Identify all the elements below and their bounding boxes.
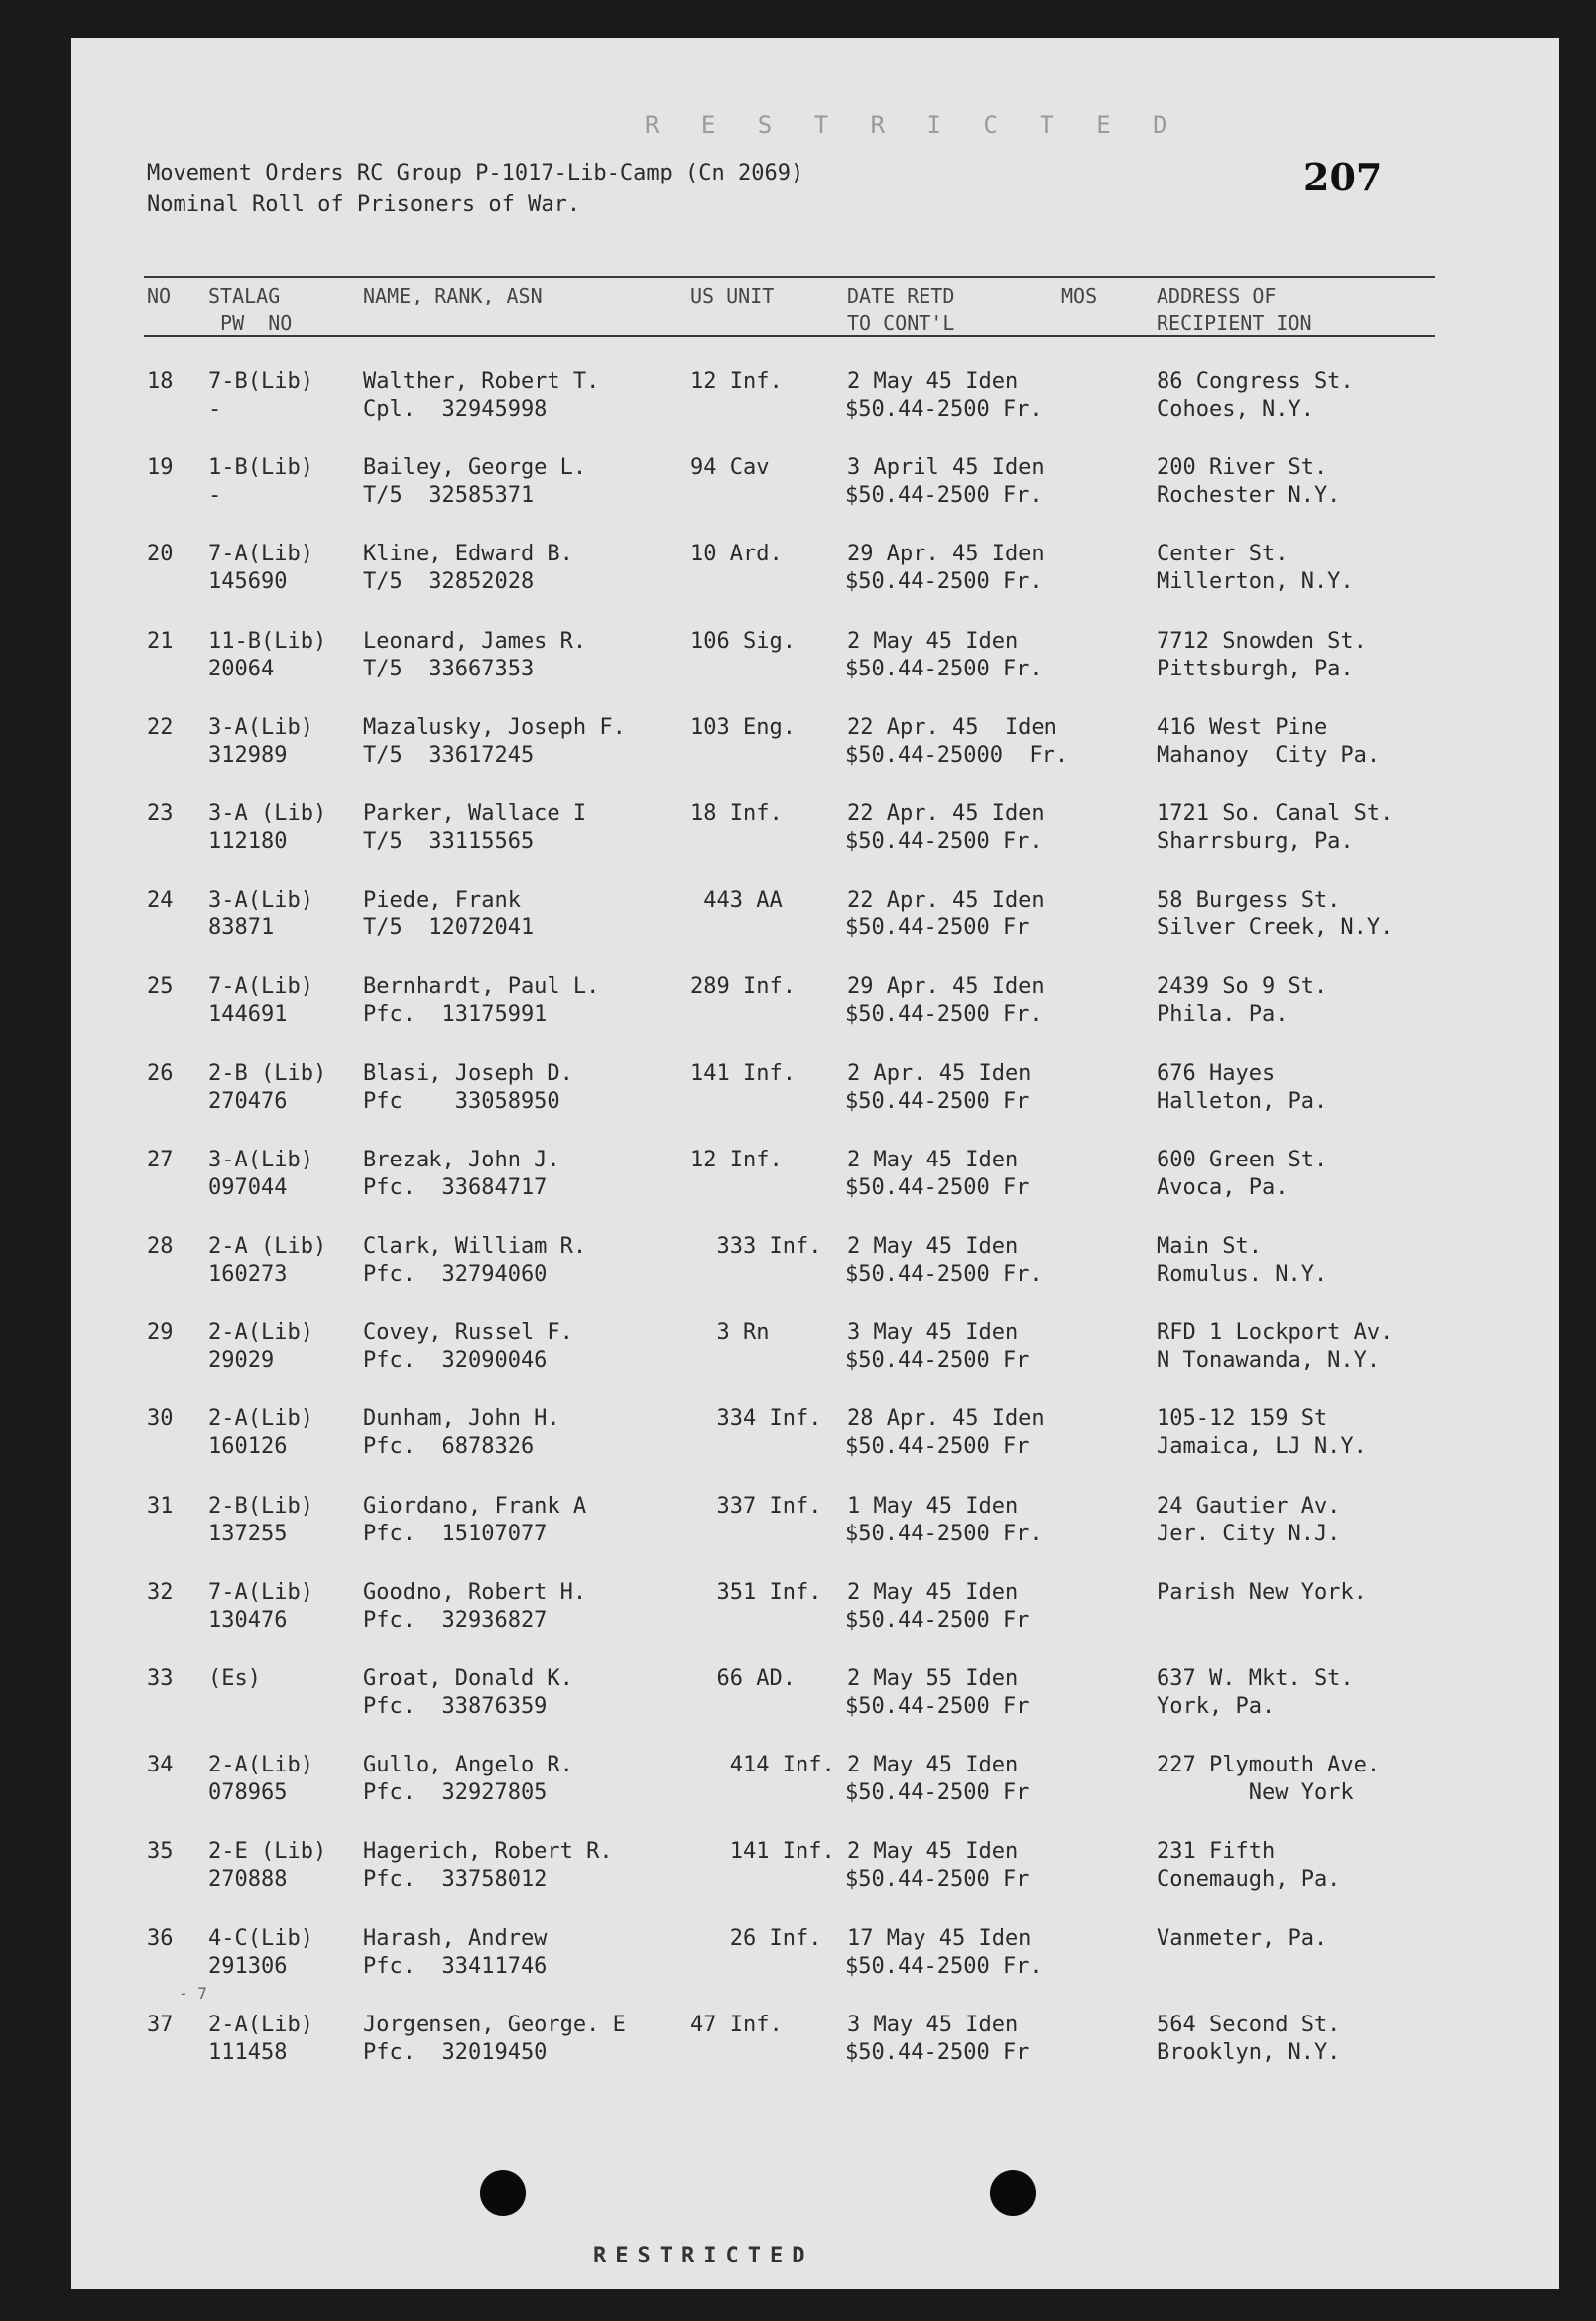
cell-pw-number: - [208,483,222,509]
cell-address-line2: Romulus. N.Y. [1157,1262,1328,1286]
cell-us-unit: 337 Inf. [690,1493,822,1519]
cell-name: Mazalusky, Joseph F. [363,714,626,740]
cell-row-number: 37 [147,2012,174,2037]
cell-address-line2: New York [1157,1780,1354,1806]
cell-amount: $50.44-2500 Fr [845,2039,1030,2065]
cell-name: Piede, Frank [363,888,521,914]
cell-amount: $50.44-2500 Fr. [845,569,1043,595]
table-row [0,1751,1596,1837]
column-header-date: DATE RETD TO CONT'L [847,284,955,335]
restricted-stamp-faded: R E S T R I C T E D [645,111,1181,139]
cell-pw-number: 078965 [208,1780,288,1806]
cell-amount: $50.44-2500 Fr. [845,397,1043,422]
table-row [0,1146,1596,1232]
cell-amount: $50.44-2500 Fr. [845,829,1043,854]
cell-stalag: (Es) [208,1666,261,1691]
cell-date-returned: 22 Apr. 45 Iden [847,888,1044,914]
cell-date-returned: 2 Apr. 45 Iden [847,1060,1032,1086]
cell-pw-number: 137255 [208,1521,288,1546]
cell-us-unit: 3 Rn [690,1320,770,1346]
cell-date-returned: 22 Apr. 45 Iden [847,801,1044,826]
cell-us-unit: 18 Inf. [690,801,783,826]
cell-date-returned: 2 May 55 Iden [847,1666,1019,1691]
cell-row-number: 29 [147,1320,174,1346]
cell-address-line1: 231 Fifth [1157,1839,1276,1865]
cell-rank-asn: Pfc. 33876359 [363,1694,548,1719]
cell-us-unit: 26 Inf. [690,1925,822,1951]
cell-stalag: 3-A (Lib) [208,801,327,826]
table-row [0,1059,1596,1146]
cell-us-unit: 289 Inf. [690,974,796,1000]
cell-rank-asn: Pfc. 13175991 [363,1002,548,1028]
cell-stalag: 2-A(Lib) [208,1320,313,1346]
cell-pw-number: 270476 [208,1088,288,1114]
cell-name: Harash, Andrew [363,1925,548,1951]
cell-address-line1: RFD 1 Lockport Av. [1157,1320,1394,1346]
cell-address-line2: Jer. City N.J. [1157,1521,1341,1546]
cell-row-number: 35 [147,1839,174,1865]
cell-date-returned: 2 May 45 Iden [847,1839,1019,1865]
cell-address-line1: 564 Second St. [1157,2012,1341,2037]
table-row [0,1232,1596,1318]
cell-rank-asn: Pfc. 32090046 [363,1348,548,1374]
cell-stalag: 7-A(Lib) [208,974,313,1000]
cell-row-number: 25 [147,974,174,1000]
cell-rank-asn: T/5 33667353 [363,656,535,681]
cell-amount: $50.44-2500 Fr [845,1088,1030,1114]
cell-us-unit: 443 AA [690,888,783,914]
page-number: 207 [1303,155,1383,199]
cell-name: Dunham, John H. [363,1406,560,1432]
cell-pw-number: 29029 [208,1348,275,1374]
cell-rank-asn: T/5 12072041 [363,916,535,941]
cell-address-line1: 7712 Snowden St. [1157,628,1367,654]
cell-stalag: 2-A(Lib) [208,2012,313,2037]
cell-rank-asn: T/5 32852028 [363,569,535,595]
punch-hole-left [480,2170,526,2216]
cell-amount: $50.44-2500 Fr. [845,483,1043,509]
cell-rank-asn: Pfc. 33758012 [363,1867,548,1893]
cell-date-returned: 2 May 45 Iden [847,1579,1019,1605]
table-row [0,627,1596,713]
cell-amount: $50.44-2500 Fr [845,1607,1030,1633]
cell-name: Gullo, Angelo R. [363,1753,573,1778]
cell-date-returned: 2 May 45 Iden [847,1753,1019,1778]
cell-address-line1: 58 Burgess St. [1157,888,1341,914]
margin-mark: - 7 [179,1984,207,2003]
cell-address-line1: 227 Plymouth Ave. [1157,1753,1381,1778]
document-heading: Movement Orders RC Group P-1017-Lib-Camp (Cn 2069) [147,161,804,185]
cell-us-unit: 12 Inf. [690,369,783,394]
punch-hole-right [990,2170,1036,2216]
cell-date-returned: 22 Apr. 45 Iden [847,714,1057,740]
cell-date-returned: 28 Apr. 45 Iden [847,1406,1044,1432]
cell-row-number: 31 [147,1493,174,1519]
cell-stalag: 2-A(Lib) [208,1753,313,1778]
cell-us-unit: 351 Inf. [690,1579,822,1605]
cell-date-returned: 3 April 45 Iden [847,455,1044,481]
cell-us-unit: 333 Inf. [690,1234,822,1259]
cell-rank-asn: Cpl. 32945998 [363,397,548,422]
cell-name: Walther, Robert T. [363,369,600,394]
footer-restricted: RESTRICTED [593,2244,814,2268]
cell-address-line2: Avoca, Pa. [1157,1174,1289,1200]
cell-date-returned: 29 Apr. 45 Iden [847,974,1044,1000]
cell-us-unit: 141 Inf. [690,1839,835,1865]
column-header-mos: MOS [1061,284,1098,307]
cell-stalag: 7-A(Lib) [208,542,313,567]
cell-stalag: 2-A (Lib) [208,1234,327,1259]
cell-address-line1: 105-12 159 St [1157,1406,1328,1432]
cell-name: Bernhardt, Paul L. [363,974,600,1000]
cell-address-line2: Phila. Pa. [1157,1002,1289,1028]
cell-row-number: 32 [147,1579,174,1605]
cell-name: Goodno, Robert H. [363,1579,587,1605]
cell-address-line2: Pittsburgh, Pa. [1157,656,1354,681]
cell-pw-number: 130476 [208,1607,288,1633]
cell-address-line2: Conemaugh, Pa. [1157,1867,1341,1893]
column-header-stalag: STALAG PW NO [208,284,293,335]
table-row [0,799,1596,886]
cell-pw-number: 097044 [208,1174,288,1200]
cell-rank-asn: Pfc. 32794060 [363,1262,548,1286]
table-row [0,1924,1596,2011]
table-row [0,453,1596,540]
cell-address-line1: 200 River St. [1157,455,1328,481]
table-row [0,713,1596,799]
cell-amount: $50.44-25000 Fr. [845,742,1069,768]
cell-amount: $50.44-2500 Fr. [845,656,1043,681]
column-header-name: NAME, RANK, ASN [363,284,543,307]
cell-stalag: 7-B(Lib) [208,369,313,394]
cell-stalag: 3-A(Lib) [208,714,313,740]
cell-address-line1: 416 West Pine [1157,714,1328,740]
cell-pw-number: 160273 [208,1262,288,1286]
cell-us-unit: 106 Sig. [690,628,796,654]
table-row [0,972,1596,1058]
cell-address-line2: Millerton, N.Y. [1157,569,1354,595]
cell-rank-asn: T/5 33617245 [363,742,535,768]
cell-us-unit: 12 Inf. [690,1147,783,1172]
cell-row-number: 19 [147,455,174,481]
cell-pw-number: 270888 [208,1867,288,1893]
cell-address-line2: Cohoes, N.Y. [1157,397,1314,422]
table-row [0,1578,1596,1664]
cell-amount: $50.44-2500 Fr [845,1348,1030,1374]
cell-row-number: 30 [147,1406,174,1432]
cell-row-number: 21 [147,628,174,654]
cell-rank-asn: Pfc. 33684717 [363,1174,548,1200]
cell-row-number: 24 [147,888,174,914]
cell-address-line2: Halleton, Pa. [1157,1088,1328,1114]
cell-us-unit: 334 Inf. [690,1406,822,1432]
cell-row-number: 18 [147,369,174,394]
column-header-unit: US UNIT [690,284,775,307]
cell-stalag: 4-C(Lib) [208,1925,313,1951]
cell-row-number: 28 [147,1234,174,1259]
cell-amount: $50.44-2500 Fr. [845,1953,1043,1979]
cell-row-number: 27 [147,1147,174,1172]
cell-date-returned: 3 May 45 Iden [847,1320,1019,1346]
table-row [0,1492,1596,1578]
cell-date-returned: 2 May 45 Iden [847,1147,1019,1172]
cell-pw-number: 83871 [208,916,275,941]
table-row [0,1837,1596,1923]
cell-address-line1: Center St. [1157,542,1289,567]
cell-address-line1: 2439 So 9 St. [1157,974,1328,1000]
cell-address-line2: Mahanoy City Pa. [1157,742,1381,768]
cell-amount: $50.44-2500 Fr [845,1434,1030,1460]
cell-row-number: 23 [147,801,174,826]
cell-pw-number: - [208,397,222,422]
cell-amount: $50.44-2500 Fr. [845,1262,1043,1286]
cell-date-returned: 17 May 45 Iden [847,1925,1032,1951]
cell-address-line2: Brooklyn, N.Y. [1157,2039,1341,2065]
cell-pw-number: 291306 [208,1953,288,1979]
cell-name: Blasi, Joseph D. [363,1060,573,1086]
cell-row-number: 33 [147,1666,174,1691]
cell-rank-asn: Pfc. 6878326 [363,1434,535,1460]
cell-address-line2: Sharrsburg, Pa. [1157,829,1354,854]
cell-date-returned: 2 May 45 Iden [847,628,1019,654]
cell-pw-number: 145690 [208,569,288,595]
cell-name: Kline, Edward B. [363,542,573,567]
table-row [0,886,1596,972]
cell-rank-asn: Pfc. 33411746 [363,1953,548,1979]
cell-date-returned: 1 May 45 Iden [847,1493,1019,1519]
cell-row-number: 36 [147,1925,174,1951]
cell-address-line1: Vanmeter, Pa. [1157,1925,1328,1951]
cell-us-unit: 47 Inf. [690,2012,783,2037]
cell-row-number: 20 [147,542,174,567]
header-rule-top [144,276,1435,278]
cell-name: Parker, Wallace I [363,801,587,826]
document-subheading: Nominal Roll of Prisoners of War. [147,192,581,217]
cell-stalag: 1-B(Lib) [208,455,313,481]
cell-date-returned: 2 May 45 Iden [847,369,1019,394]
cell-amount: $50.44-2500 Fr [845,1694,1030,1719]
cell-row-number: 22 [147,714,174,740]
cell-date-returned: 29 Apr. 45 Iden [847,542,1044,567]
cell-address-line2: Silver Creek, N.Y. [1157,916,1394,941]
column-header-address: ADDRESS OF RECIPIENT ION [1157,284,1312,335]
cell-stalag: 11-B(Lib) [208,628,327,654]
cell-rank-asn: Pfc. 32927805 [363,1780,548,1806]
table-row [0,1318,1596,1405]
cell-name: Giordano, Frank A [363,1493,587,1519]
cell-amount: $50.44-2500 Fr. [845,1002,1043,1028]
cell-amount: $50.44-2500 Fr [845,916,1030,941]
cell-name: Groat, Donald K. [363,1666,573,1691]
cell-row-number: 34 [147,1753,174,1778]
cell-stalag: 3-A(Lib) [208,1147,313,1172]
cell-name: Leonard, James R. [363,628,587,654]
cell-address-line2: N Tonawanda, N.Y. [1157,1348,1381,1374]
cell-address-line1: 24 Gautier Av. [1157,1493,1341,1519]
cell-address-line2: Jamaica, LJ N.Y. [1157,1434,1367,1460]
cell-rank-asn: Pfc. 32019450 [363,2039,548,2065]
cell-us-unit: 66 AD. [690,1666,796,1691]
cell-us-unit: 10 Ard. [690,542,783,567]
cell-rank-asn: T/5 33115565 [363,829,535,854]
cell-stalag: 2-A(Lib) [208,1406,313,1432]
cell-address-line1: Parish New York. [1157,1579,1367,1605]
cell-address-line1: 1721 So. Canal St. [1157,801,1394,826]
cell-address-line1: 637 W. Mkt. St. [1157,1666,1354,1691]
cell-address-line2: York, Pa. [1157,1694,1276,1719]
cell-address-line2: Rochester N.Y. [1157,483,1341,509]
cell-pw-number: 111458 [208,2039,288,2065]
cell-pw-number: 20064 [208,656,275,681]
cell-row-number: 26 [147,1060,174,1086]
header-rule-bottom [144,335,1435,337]
cell-date-returned: 2 May 45 Iden [847,1234,1019,1259]
cell-amount: $50.44-2500 Fr [845,1174,1030,1200]
cell-pw-number: 160126 [208,1434,288,1460]
cell-rank-asn: T/5 32585371 [363,483,535,509]
cell-address-line1: 86 Congress St. [1157,369,1354,394]
cell-amount: $50.44-2500 Fr. [845,1521,1043,1546]
cell-address-line1: Main St. [1157,1234,1262,1259]
cell-name: Bailey, George L. [363,455,587,481]
table-row [0,1664,1596,1751]
cell-us-unit: 103 Eng. [690,714,796,740]
cell-address-line1: 600 Green St. [1157,1147,1328,1172]
cell-stalag: 2-E (Lib) [208,1839,327,1865]
cell-rank-asn: Pfc 33058950 [363,1088,560,1114]
cell-stalag: 2-B(Lib) [208,1493,313,1519]
cell-pw-number: 144691 [208,1002,288,1028]
table-row [0,2011,1596,2097]
cell-stalag: 2-B (Lib) [208,1060,327,1086]
column-header-no: NO [147,284,172,307]
cell-address-line1: 676 Hayes [1157,1060,1276,1086]
cell-us-unit: 94 Cav [690,455,770,481]
cell-name: Covey, Russel F. [363,1320,573,1346]
cell-stalag: 7-A(Lib) [208,1579,313,1605]
cell-name: Hagerich, Robert R. [363,1839,613,1865]
cell-us-unit: 141 Inf. [690,1060,796,1086]
cell-stalag: 3-A(Lib) [208,888,313,914]
cell-name: Jorgensen, George. E [363,2012,626,2037]
table-row [0,1405,1596,1491]
cell-rank-asn: Pfc. 15107077 [363,1521,548,1546]
table-row [0,367,1596,453]
cell-amount: $50.44-2500 Fr [845,1867,1030,1893]
cell-us-unit: 414 Inf. [690,1753,835,1778]
cell-amount: $50.44-2500 Fr [845,1780,1030,1806]
table-row [0,540,1596,626]
cell-rank-asn: Pfc. 32936827 [363,1607,548,1633]
cell-pw-number: 112180 [208,829,288,854]
cell-pw-number: 312989 [208,742,288,768]
cell-date-returned: 3 May 45 Iden [847,2012,1019,2037]
cell-name: Clark, William R. [363,1234,587,1259]
cell-name: Brezak, John J. [363,1147,560,1172]
